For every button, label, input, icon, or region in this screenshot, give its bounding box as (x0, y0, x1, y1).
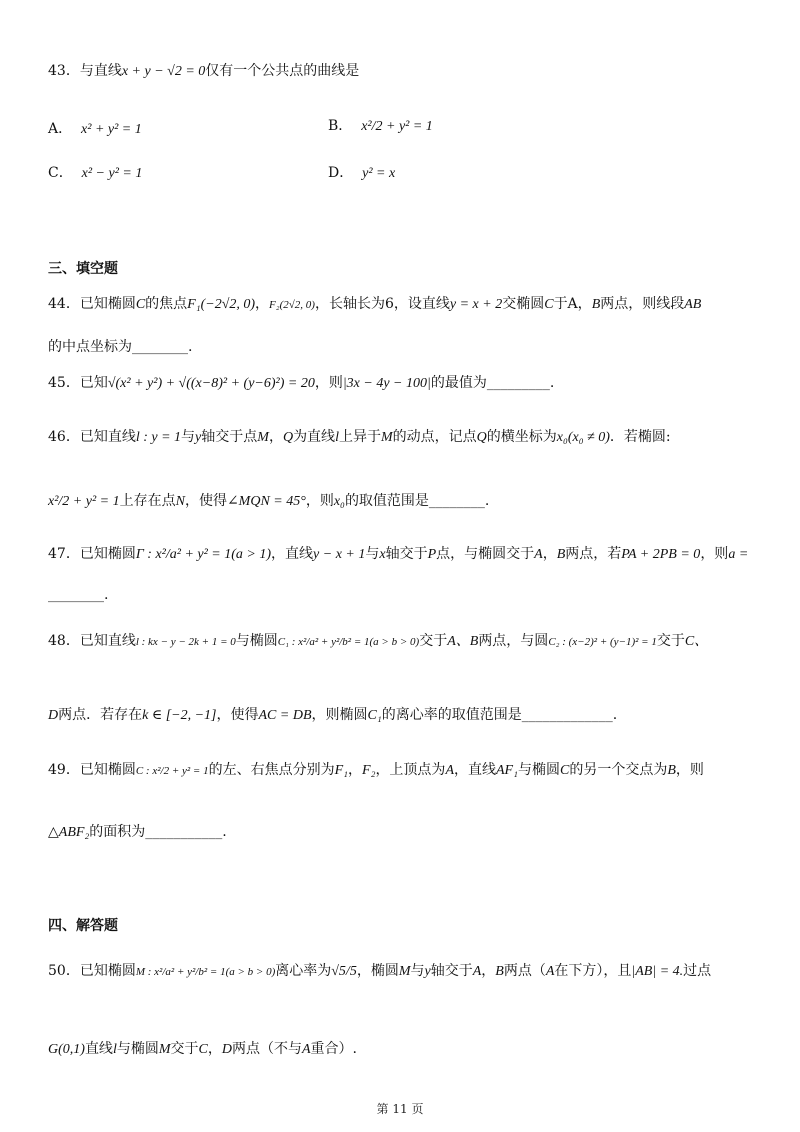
q48-number: 48． (48, 633, 80, 649)
q46-stem: 46．已知直线l : y = 1与y轴交于点M，Q为直线l上异于M的动点，记点Q的横坐标为x₀(x₀ ≠ 0)．若椭圆: (48, 429, 671, 445)
q49-number: 49． (48, 762, 80, 778)
q43-option-d: D． y² = x (328, 165, 396, 181)
q47-stem: 47．已知椭圆Γ : x²/a² + y² = 1(a > 1)，直线y − x + 1与x轴交于P点，与椭圆交于A，B两点，若PA + 2PB = 0，则a = (48, 546, 749, 562)
q43-option-b: B． x²/2 + y² = 1 (328, 118, 433, 134)
q50-stem: 50．已知椭圆M : x²/a² + y²/b² = 1(a > b > 0)离心率为√5/5，椭圆M与y轴交于A，B两点（A在下方），且|AB| = 4.过点 (48, 963, 712, 979)
q43-option-c: C． x² − y² = 1 (48, 165, 143, 181)
q45-number: 45． (48, 375, 80, 391)
q43-stem: 43．与直线x + y − √2 = 0仅有一个公共点的曲线是 (48, 63, 360, 79)
q43-line-equation: x + y − √2 = 0 (121, 64, 206, 79)
section-answer-title: 四、解答题 (48, 918, 118, 934)
q46-stem-line2: x²/2 + y² = 1上存在点N，使得∠MQN = 45°，则x₀的取值范围是________. (48, 493, 490, 509)
q50-number: 50． (48, 963, 80, 979)
q49-stem: 49．已知椭圆C : x²/2 + y² = 1的左、右焦点分别为F₁，F₂，上顶点为A，直线AF₁与椭圆C的另一个交点为B，则 (48, 762, 704, 778)
q48-stem: 48．已知直线l : kx − y − 2k + 1 = 0与椭圆C₁ : x²/a² + y²/b² = 1(a > b > 0)交于A、B两点，与圆C₂ : (x−2)² + (y−1)² = 1交于C、 (48, 633, 709, 649)
q43-option-a: A． x² + y² = 1 (48, 121, 142, 137)
q46-number: 46． (48, 429, 80, 445)
q44-number: 44． (48, 296, 80, 312)
q45-stem: 45．已知√(x² + y²) + √((x−8)² + (y−6)²) = 20，则|3x − 4y − 100|的最值为_________. (48, 375, 555, 391)
q47-stem-line2: ________. (48, 587, 109, 603)
q48-stem-line2: D两点．若存在k ∈ [−2, −1]，使得AC = DB，则椭圆C₁的离心率的取值范围是_____________. (48, 707, 618, 723)
q43-number: 43． (48, 63, 80, 79)
q44-stem-line2: 的中点坐标为________. (48, 339, 193, 355)
q49-stem-line2: △ABF₂的面积为___________. (48, 824, 227, 840)
section-fill-in-title: 三、填空题 (48, 261, 118, 277)
page-number: 第 11 页 (376, 1102, 424, 1116)
q44-stem: 44．已知椭圆C的焦点F₁(−2√2, 0)，F₂(2√2, 0)，长轴长为6，设直线y = x + 2交椭圆C于A，B两点，则线段AB (48, 296, 702, 312)
q50-stem-line2: G(0,1)直线l与椭圆M交于C，D两点（不与A重合）. (48, 1041, 357, 1057)
q47-number: 47． (48, 546, 80, 562)
